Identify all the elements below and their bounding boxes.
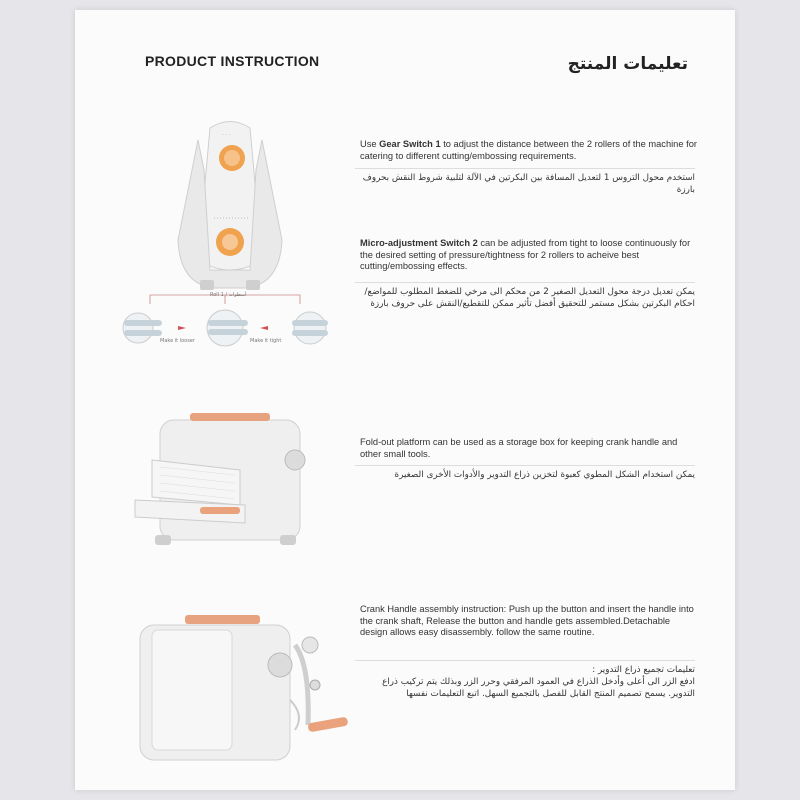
page-title-ar: تعليمات المنتج <box>567 54 688 74</box>
page-title-en: PRODUCT INSTRUCTION <box>145 53 320 69</box>
machine-front-figure <box>170 110 290 300</box>
crank-assembly-figure <box>130 605 355 770</box>
section-crank-arabic-body: ادفع الزر الى أعلى وأدخل الذراع في العمود المرفقي وحرر الزر وبذلك يتم تركيب ذراع التدوير. يسمح تصميم المنتج القابل للفصل بالتجميع السهل. اتبع التعليمات نفسها <box>382 677 695 699</box>
section-crank-arabic-title: تعليمات تجميع ذراع التدوير : <box>592 665 695 675</box>
svg-text:· · ·: · · · <box>222 132 230 138</box>
make-looser-label: Make it looser <box>160 338 195 344</box>
section-gear-switch-text: Use Gear Switch 1 to adjust the distance between the 2 rollers of the machine for catering to different cutting/embossing requirements. <box>360 139 697 161</box>
roll-label: Roll 1 / أسطوانة <box>210 292 247 298</box>
section-crank-text: Crank Handle assembly instruction: Push up the button and insert the handle into the crank shaft, Release the button and handle gets assembled.Detachable design allows easy disassembly. follow the same routine. <box>360 604 694 637</box>
make-tight-label: Make it tight <box>250 338 282 344</box>
section-micro-switch-arabic: يمكن تعديل درجة محول التعديل الصغير 2 من محكم الى مرخي للضغط المطلوب للمواضع/احكام البكرتين بشكل مستمر للتحقيق أفضل تأثير ممكن للتقطيع/النقش على حروف بارزة <box>355 282 695 310</box>
section-crank-arabic <box>355 660 695 700</box>
foldout-platform-figure <box>130 405 315 550</box>
section-platform-text: Fold-out platform can be used as a storage box for keeping crank handle and other small tools. <box>360 437 678 459</box>
roller-diagram <box>120 290 330 365</box>
section-gear-switch-arabic: استخدم محول التروس 1 لتعديل المسافة بين البكرتين في الآلة لتلبية شروط النقش بحروف بارزة <box>355 168 695 196</box>
section-micro-switch-text: Micro-adjustment Switch 2 can be adjusted from tight to loose continuously for the desired setting of pressure/tightness for 2 rollers to acheive best cutting/embossing effects. <box>360 238 691 271</box>
section-platform-arabic: يمكن استخدام الشكل المطوي كعبوة لتخزين ذراع التدوير والأدوات الأخرى الصغيرة <box>355 465 695 481</box>
